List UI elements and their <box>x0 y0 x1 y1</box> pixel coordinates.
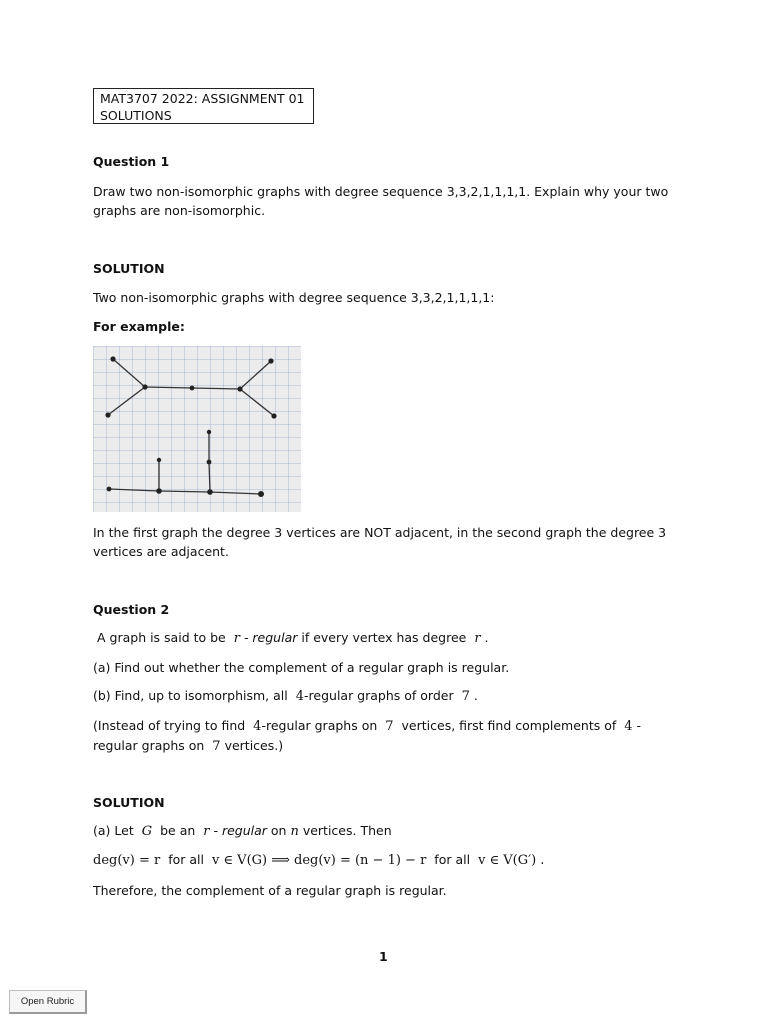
definition-r-2: r <box>474 631 481 646</box>
hint-2-end: vertices.) <box>224 738 284 753</box>
assignment-subtitle: SOLUTIONS <box>100 108 172 123</box>
definition-r: r <box>233 631 240 646</box>
assignment-title: MAT3707 2022: ASSIGNMENT 01 <box>100 91 305 106</box>
hint-four-b: 4 <box>624 719 633 734</box>
hint-four-a: 4 <box>253 719 262 734</box>
part-a-end: vertices. Then <box>302 823 392 838</box>
equation-set-1: v ∈ V(G) ⟹ deg(v) = (n − 1) − r <box>211 853 427 868</box>
definition-middle: if every vertex has degree <box>301 630 467 645</box>
question-2-part-b <box>93 688 478 704</box>
hint-middle-2: vertices, first find complements of <box>401 718 617 733</box>
question-2-heading: Question 2 <box>93 602 170 617</box>
definition-regular: - regular <box>243 630 298 645</box>
hint-seven-a: 7 <box>385 719 394 734</box>
part-a-be-an: be an <box>160 823 196 838</box>
part-a-G: G <box>141 824 153 839</box>
part-a-r: r <box>203 824 210 839</box>
question-1-text-line-2: graphs are non-isomorphic. <box>93 203 266 218</box>
solution-1-explanation-line-1: In the first graph the degree 3 vertices are NOT adjacent, in the second graph the degree 3 <box>93 525 667 540</box>
part-a-prefix: (a) Let <box>93 823 134 838</box>
question-2-hint-line-2 <box>93 738 283 754</box>
equation-lhs: deg(v) = r <box>93 853 161 868</box>
equation-forall-2: for all <box>434 852 471 867</box>
hint-prefix: (Instead of trying to find <box>93 718 246 733</box>
question-2-definition <box>97 630 489 646</box>
question-1-text-line-1: Draw two non-isomorphic graphs with degree sequence 3,3,2,1,1,1,1. Explain why your two <box>93 184 669 199</box>
definition-end: . <box>484 630 489 645</box>
question-1-heading: Question 1 <box>93 154 170 169</box>
solution-1-explanation-line-2: vertices are adjacent. <box>93 544 229 559</box>
part-b-seven: 7 <box>461 689 470 704</box>
part-b-middle: -regular graphs of order <box>304 688 454 703</box>
hint-dash: - <box>636 718 642 733</box>
solution-1-heading: SOLUTION <box>93 261 165 276</box>
degree-equation <box>93 852 544 868</box>
hint-2-prefix: regular graphs on <box>93 738 205 753</box>
question-2-part-a: (a) Find out whether the complement of a regular graph is regular. <box>93 660 510 675</box>
part-a-on: on <box>270 823 287 838</box>
open-rubric-button[interactable]: Open Rubric <box>9 990 87 1014</box>
assignment-header-box <box>93 88 314 124</box>
part-b-end: . <box>473 688 478 703</box>
definition-prefix: A graph is said to be <box>97 630 226 645</box>
part-a-n: n <box>290 824 299 839</box>
solution-2-part-a-intro <box>93 823 392 839</box>
graph-figure-photo <box>93 346 301 512</box>
page-number: 1 <box>379 949 388 964</box>
equation-forall-1: for all <box>168 852 204 867</box>
solution-2-heading: SOLUTION <box>93 795 165 810</box>
part-a-regular: - regular <box>213 823 267 838</box>
example-label: For example: <box>93 319 185 334</box>
solution-2-conclusion: Therefore, the complement of a regular graph is regular. <box>93 883 447 898</box>
part-b-prefix: (b) Find, up to isomorphism, all <box>93 688 288 703</box>
question-2-hint-line-1 <box>93 718 641 734</box>
hint-middle-1: -regular graphs on <box>261 718 378 733</box>
equation-set-2: v ∈ V(G′) . <box>478 853 545 868</box>
hint-2-seven: 7 <box>212 739 221 754</box>
part-b-four: 4 <box>295 689 305 704</box>
solution-1-intro: Two non-isomorphic graphs with degree sequence 3,3,2,1,1,1,1: <box>93 290 495 305</box>
graph-drawings <box>93 346 301 512</box>
